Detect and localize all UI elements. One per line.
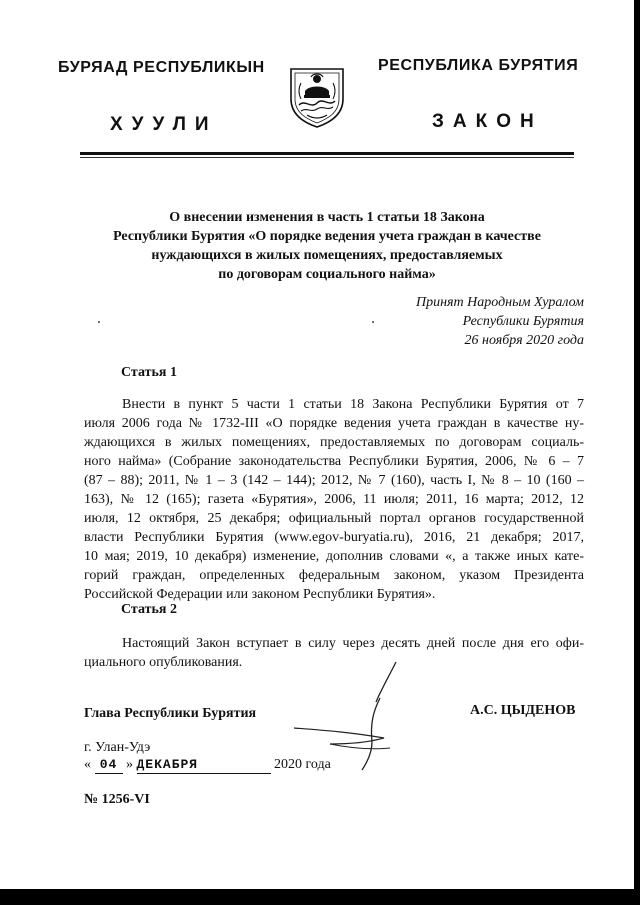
law-title-line: нуждающихся в жилых помещениях, предоставляемых bbox=[151, 248, 503, 263]
article-1-line: июля, 12 октября, 25 декабря; официальный портал органов государственной bbox=[84, 511, 584, 526]
article-1-text bbox=[84, 395, 584, 604]
coat-of-arms-emblem bbox=[285, 63, 349, 129]
place-city: г. Улан-Удэ bbox=[84, 740, 151, 755]
header-left-top: БУРЯАД РЕСПУБЛИКЫН bbox=[58, 59, 265, 76]
adoption-note bbox=[416, 293, 584, 350]
article-1-line: ного найма» (Собрание законодательства Республики Бурятия, 2006, № 6 – 7 bbox=[84, 454, 584, 469]
article-1-line: Внести в пункт 5 части 1 статьи 18 Закона Республики Бурятия от 7 bbox=[122, 397, 584, 412]
article-2-heading: Статья 2 bbox=[121, 602, 177, 617]
adoption-line: Республики Бурятия bbox=[462, 314, 584, 329]
law-number: № 1256-VI bbox=[84, 792, 150, 807]
article-1-line: ждающихся в жилых помещениях, предоставляемых по договорам социаль- bbox=[84, 435, 584, 450]
article-1-line: горий граждан, определенных федеральным законом, указом Президента bbox=[84, 568, 584, 583]
signatory-title: Глава Республики Бурятия bbox=[84, 706, 257, 721]
article-1-heading: Статья 1 bbox=[121, 365, 177, 380]
date-month: ДЕКАБРЯ bbox=[136, 757, 199, 772]
signing-date bbox=[84, 757, 331, 774]
article-1-line: июля 2006 года № 1732-III «О порядке ведения учета граждан в качестве ну- bbox=[84, 416, 584, 431]
header-left-bottom: ХУУЛИ bbox=[110, 114, 218, 135]
header-right-bottom: ЗАКОН bbox=[432, 111, 543, 132]
date-close-quote: » bbox=[126, 757, 133, 772]
date-year: 2020 года bbox=[274, 757, 331, 772]
article-1-line: Российской Федерации или законом Республики Бурятия». bbox=[84, 587, 436, 602]
header-right-top: РЕСПУБЛИКА БУРЯТИЯ bbox=[378, 57, 579, 74]
scan-speck bbox=[98, 321, 100, 323]
date-day: 04 bbox=[99, 757, 118, 772]
law-title-line: Республики Бурятия «О порядке ведения учета граждан в качестве bbox=[113, 229, 541, 244]
scan-edge-bottom bbox=[0, 889, 640, 905]
article-2-line: Настоящий Закон вступает в силу через десять дней после дня его офи- bbox=[122, 636, 584, 651]
article-1-line: (87 – 88); 2011, № 1 – 3 (142 – 144); 2012, № 7 (160), часть I, № 8 – 10 (160 – bbox=[84, 473, 584, 488]
scan-edge-right bbox=[634, 0, 640, 905]
signatory-name: А.С. ЦЫДЕНОВ bbox=[470, 703, 576, 718]
header-rule-thin bbox=[80, 157, 574, 158]
article-2-line: циального опубликования. bbox=[84, 655, 243, 670]
law-title-line: О внесении изменения в часть 1 статьи 18 Закона bbox=[169, 210, 485, 225]
date-open-quote: « bbox=[84, 757, 91, 772]
article-1-line: власти Республики Бурятия (www.egov-buryatia.ru), 2016, 21 декабря; 2017, bbox=[84, 530, 584, 545]
law-title-line: по договорам социального найма» bbox=[218, 267, 436, 282]
adoption-line: 26 ноября 2020 года bbox=[464, 333, 584, 348]
law-title bbox=[80, 208, 574, 284]
scan-speck bbox=[372, 321, 374, 323]
header-rule-thick bbox=[80, 152, 574, 155]
article-1-line: 163), № 12 (165); газета «Бурятия», 2006, 11 июля; 2011, 16 марта; 2012, 12 bbox=[84, 492, 584, 507]
article-1-line: 10 мая; 2019, 10 декабря) изменение, дополнив словами «, а также иных кате- bbox=[84, 549, 584, 564]
adoption-line: Принят Народным Хуралом bbox=[415, 295, 584, 310]
